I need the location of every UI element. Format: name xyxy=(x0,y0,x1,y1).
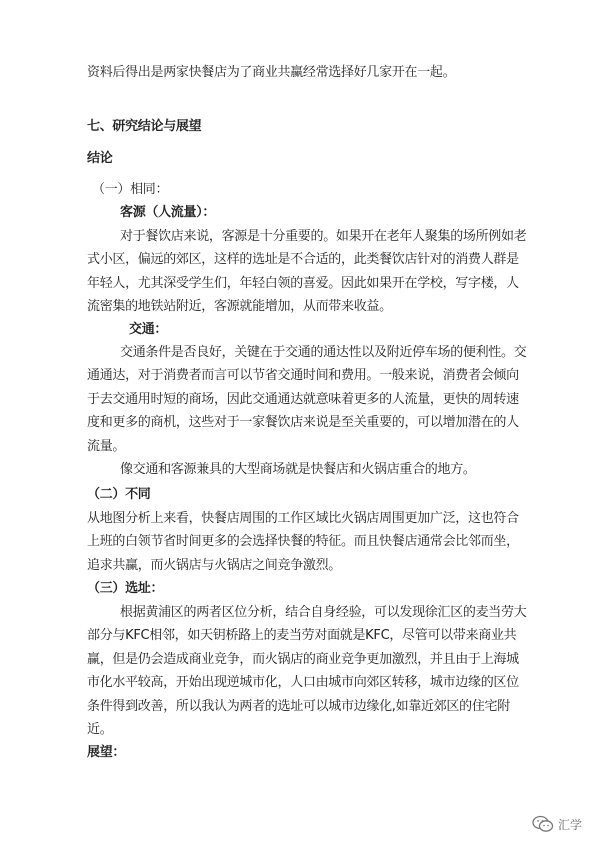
mall-paragraph: 像交通和客源兼具的大型商场就是快餐店和火锅店重合的地方。 xyxy=(120,462,476,477)
traffic-heading: 交通： xyxy=(129,322,168,337)
same-heading: （一）相同： xyxy=(92,182,169,197)
watermark-text: 汇学 xyxy=(558,817,583,832)
watermark xyxy=(532,815,582,833)
conclusion-heading: 结论 xyxy=(87,151,113,166)
site-heading: （三）选址： xyxy=(87,581,164,596)
difference-paragraph: 从地图分析上来看，快餐店周围的工作区域比火锅店周围更加广泛，这也符合上班的白领节省时间更多的会选择快餐的特征。而且快餐店通常会比邻而坐，追求共赢，而火锅店与火锅店之间竞争激烈。 xyxy=(87,511,519,573)
site-paragraph: 根据黄浦区的两者区位分析，结合自身经验，可以发现徐汇区的麦当劳大部分与KFC相邻，如天钥桥路上的麦当劳对面就是KFC，尽管可以带来商业共赢，但是仍会造成商业竞争，而火锅店的商业竞争更加激烈，并且由于上海城市化水平较高，开始出现逆城市化，人口由城市向郊区转移，城市边缘的区位条件得到改善，所以我认为两者的选址可以城市边缘化,如靠近郊区的住宅附近。 xyxy=(87,605,527,738)
intro-line: 资料后得出是两家快餐店为了商业共赢经常选择好几家开在一起。 xyxy=(87,65,456,80)
customer-paragraph: 对于餐饮店来说，客源是十分重要的。如果开在老年人聚集的场所例如老式小区，偏远的郊区，这样的选址是不合适的，此类餐饮店针对的消费人群是年轻人，尤其深受学生们，年轻白领的喜爱。因此如果开在学校，写字楼，人流密集的地铁站附近，客源就能增加，从而带来收益。 xyxy=(87,229,527,315)
outlook-heading: 展望： xyxy=(87,745,126,760)
wechat-icon xyxy=(532,815,554,833)
difference-heading: （二）不同 xyxy=(87,487,151,502)
section-7-title: 七、研究结论与展望 xyxy=(87,119,202,134)
customer-heading: 客源（人流量）： xyxy=(120,205,216,220)
traffic-paragraph: 交通条件是否良好，关键在于交通的通达性以及附近停车场的便利性。交通通达，对于消费者而言可以节省交通时间和费用。一般来说，消费者会倾向于去交通用时短的商场，因此交通通达就意味着更多的人流量，更快的周转速度和更多的商机，这些对于一家餐饮店来说是至关重要的，可以增加潜在的人流量。 xyxy=(87,345,527,454)
